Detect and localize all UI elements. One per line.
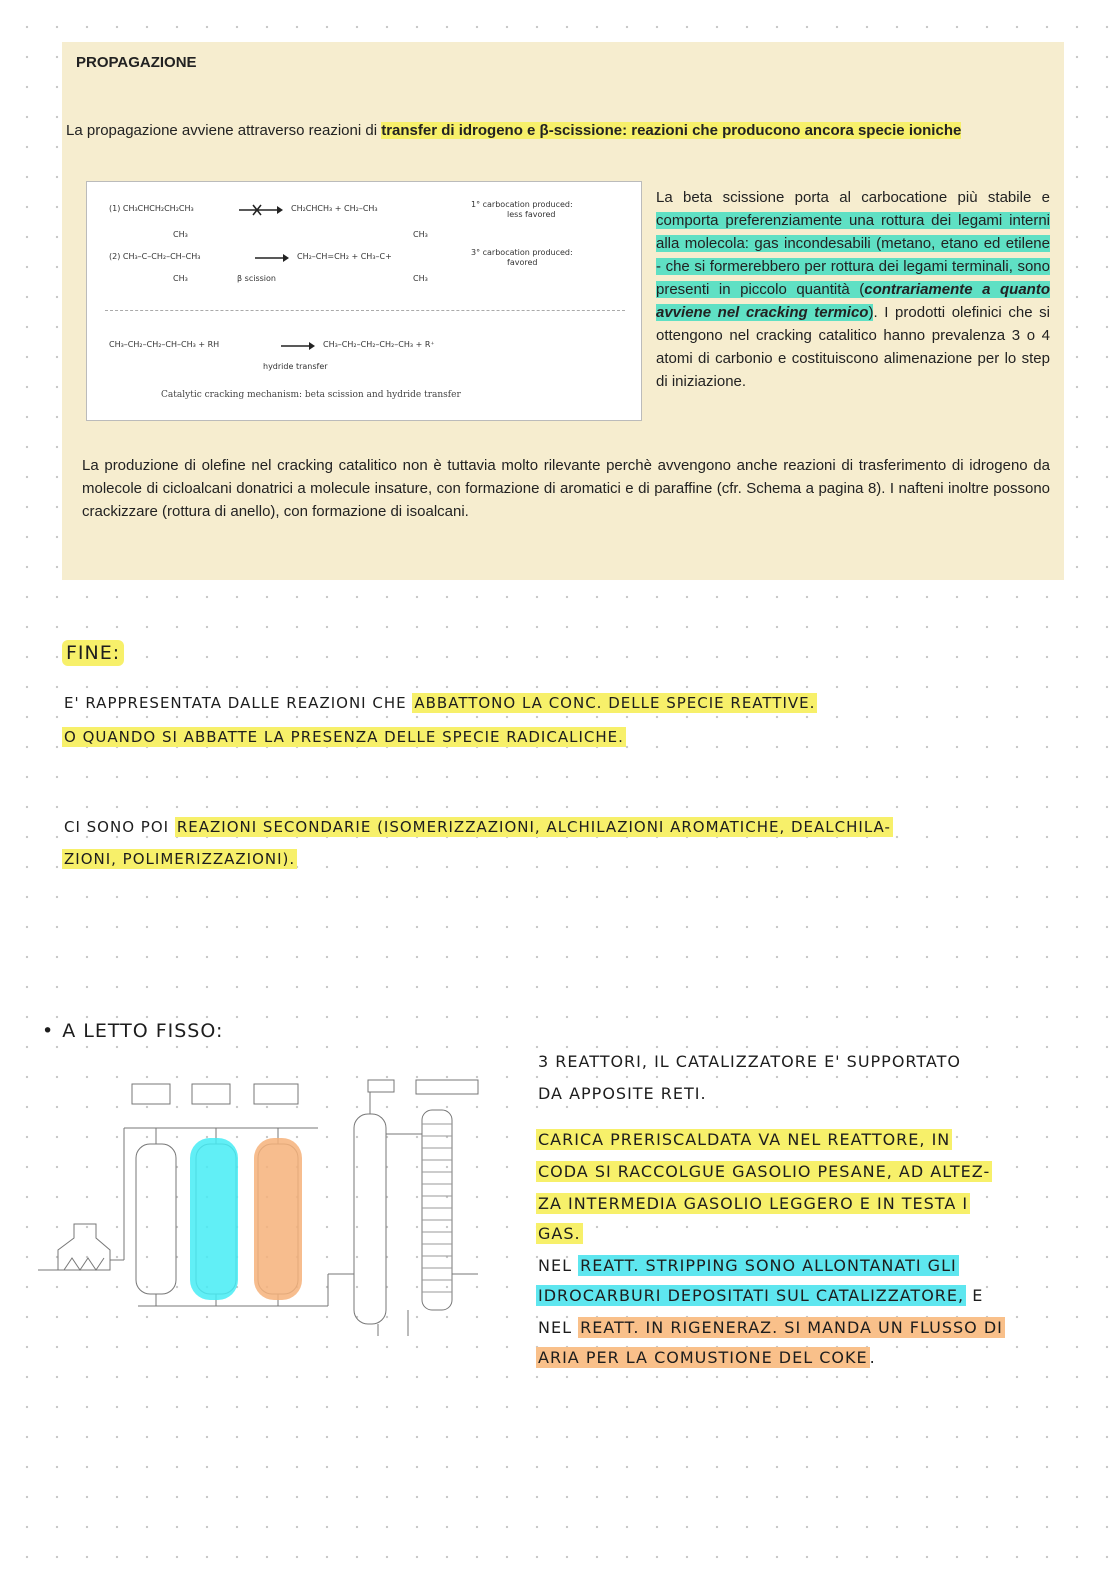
secondary-line-1 [64,818,893,836]
fine-title: FINE: [62,642,124,664]
scheme-note1b: less favored [507,210,556,219]
fb-plain-7: NEL [538,1256,579,1275]
scheme-note1a: 1° carbocation produced: [471,200,573,209]
scheme-note2b: favored [507,258,538,267]
fb-hl-6: GAS. [538,1224,581,1243]
blocked-arrow-icon [237,204,283,216]
fb-hl-10: ARIA PER LA COMUSTIONE DEL COKE [538,1348,868,1367]
scheme-line2-top-left: CH₃ [173,230,188,239]
scheme-line2-bottom-left: CH₃ [173,274,188,283]
fb-hl-7: REATT. STRIPPING SONO ALLONTANATI GLI [580,1256,957,1275]
fixed-bed-line-3 [536,1130,952,1149]
scheme-line2-bottom-right: CH₃ [413,274,428,283]
stripping-reactor-highlight [190,1138,238,1300]
beta-hl-text: comporta preferenziamente una rottura dei legami interni alla molecola: gas incondesabili (metano, etano ed etilene - che si formerebbero per rottura dei legami terminali, sono presenti in piccolo quantità ( [656,212,1050,298]
scheme-note2a: 3° carbocation produced: [471,248,573,257]
fixed-bed-line-5 [536,1194,970,1213]
fine-line-1 [64,694,817,712]
arrow-icon-hydride [279,340,315,352]
fb-plain-9: NEL [538,1318,579,1337]
fine-line-2 [62,728,626,746]
fixed-bed-line-9 [538,1318,1005,1337]
fine-line1-hl: ABBATTONO LA CONC. DELLE SPECIE REATTIVE. [414,694,816,712]
intro-text [66,122,961,139]
scheme-caption: Catalytic cracking mechanism: beta scission and hydride transfer [161,390,461,400]
fixed-bed-title: A LETTO FISSO: [62,1020,224,1042]
beta-text-2: . I prodotti olefinici che si ottengono nel cracking catalitico hanno prevalenza 3 o 4 atomi di carbonio e costituiscono alimenazione per lo step di iniziazione. [656,304,1050,390]
fine-line1-plain: E' RAPPRESENTATA DALLE REAZIONI CHE [64,694,413,712]
secondary-hl-2: ZIONI, POLIMERIZZAZIONI). [64,850,296,868]
scheme-line2-arrow-label: β scission [237,274,276,283]
scheme-line2-right: CH₂–CH=CH₂ + CH₃–C+ [297,252,392,261]
scheme-line3-left: CH₃–CH₂–CH₂–CH–CH₃ + RH [109,340,220,349]
scheme-line2-left: (2) CH₃–C–CH₂–CH–CH₃ [109,252,201,261]
section-title-propagazione: PROPAGAZIONE [76,54,197,71]
fine-line2-hl: O QUANDO SI ABBATTE LA PRESENZA DELLE SPECIE RADICALICHE. [64,728,624,746]
fixed-bed-line-2: DA APPOSITE RETI. [538,1084,707,1103]
fb-hl-5: ZA INTERMEDIA GASOLIO LEGGERO E IN TESTA I [538,1194,969,1213]
reaction-scheme-figure [86,181,642,421]
fb-hl-9: REATT. IN RIGENERAZ. SI MANDA UN FLUSSO DI [580,1318,1003,1337]
fb-hl-3: CARICA PRERISCALDATA VA NEL REATTORE, IN [538,1130,951,1149]
bullet-icon: • [42,1020,55,1042]
reactor-schematic-icon [28,1074,498,1354]
fb-hl-4: CODA SI RACCOLGUE GASOLIO PESANE, AD ALTEZ- [538,1162,991,1181]
beta-hl-end: ) [868,304,874,321]
scheme-line3-arrow-label: hydride transfer [263,362,328,371]
fixed-bed-reactor-diagram [28,1074,498,1354]
fb-plain-8: E [966,1286,984,1305]
scheme-line1-right: CH₂CHCH₃ + CH₂–CH₃ [291,204,378,213]
secondary-line-2 [62,850,297,868]
fixed-bed-line-8 [536,1286,983,1305]
intro-highlight: transfer di idrogeno e β-scissione: reazioni che producono ancora specie ioniche [381,122,962,139]
regeneration-reactor-highlight [254,1138,302,1300]
scheme-line1-left: (1) CH₃CHCH₂CH₂CH₃ [109,204,194,213]
beta-text-1: La beta scissione porta al carbocatione più stabile e [656,189,1050,206]
fixed-bed-line-10 [536,1348,876,1367]
fb-hl-8: IDROCARBURI DEPOSITATI SUL CATALIZZATORE, [538,1286,965,1305]
beta-hl-bold: contrariamente a quanto avviene nel cracking termico [656,281,1050,321]
fb-plain-10: . [869,1348,876,1367]
intro-plain: La propagazione avviene attraverso reazioni di [66,122,382,139]
propagation-box [62,42,1064,580]
fixed-bed-line-1: 3 REATTORI, IL CATALIZZATORE E' SUPPORTATO [538,1052,961,1071]
secondary-hl-1: REAZIONI SECONDARIE (ISOMERIZZAZIONI, ALCHILAZIONI AROMATICHE, DEALCHILA- [176,818,891,836]
arrow-icon [253,252,289,264]
fixed-bed-line-7 [538,1256,959,1275]
olefin-production-paragraph: La produzione di olefine nel cracking catalitico non è tuttavia molto rilevante perchè avvengono anche reazioni di trasferimento di idrogeno da molecole di cicloalcani donatrici a molecule insature, con formazione di aromatici e di paraffine (cfr. Schema a pagina 8). I nafteni inoltre possono crackizzare (rottura di anello), con formazione di isoalcani. [82,457,1050,520]
scheme-divider [105,310,625,311]
beta-scission-paragraph [656,186,1050,393]
scheme-line3-right: CH₃–CH₂–CH₂–CH₂–CH₃ + R⁺ [323,340,435,349]
secondary-plain: CI SONO POI [64,818,175,836]
fixed-bed-line-6 [536,1224,583,1243]
scheme-line2-top-right: CH₃ [413,230,428,239]
fixed-bed-heading [42,1020,223,1042]
fixed-bed-line-4 [536,1162,992,1181]
